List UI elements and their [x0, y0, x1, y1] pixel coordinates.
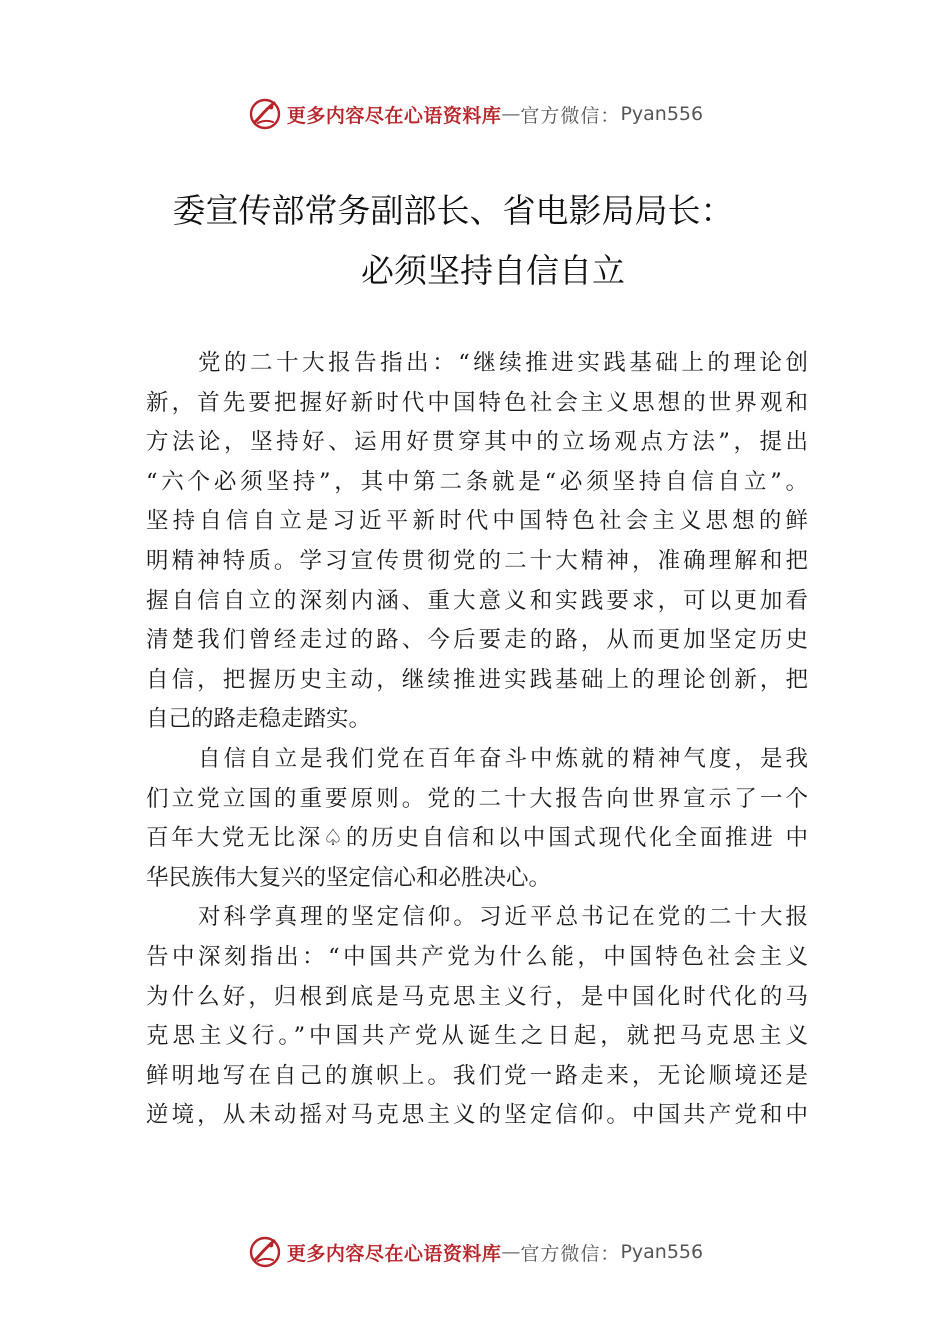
document-title-line1: 委宣传部常务副部长、省电影局局长：	[172, 191, 734, 230]
banner-wechat-label: 官方微信：	[520, 104, 621, 127]
text-line: 握自信自立的深刻内涵、重大意义和实践要求，可以更加看	[146, 587, 808, 614]
text-line: 清楚我们曾经走过的路、今后要走的路，从而更加坚定历史	[146, 627, 808, 654]
banner-text: 更多内容尽在心语资料库	[286, 104, 502, 127]
banner-wechat-label: 官方微信：	[520, 1242, 621, 1265]
banner-text: 更多内容尽在心语资料库	[286, 1242, 502, 1265]
text-line: “六个必须坚持”，其中第二条就是“必须坚持自信自立”。	[146, 468, 808, 495]
text-line: 新，首先要把握好新时代中国特色社会主义思想的世界观和	[146, 389, 808, 416]
paragraph-1	[146, 344, 808, 740]
text-line: 百年大党无比深♤的历史自信和以中国式现代化全面推进 中	[146, 825, 808, 852]
text-line: 为什么好，归根到底是马克思主义行，是中国化时代化的马	[146, 983, 808, 1010]
banner-dash: —	[501, 103, 521, 125]
banner-wechat-id: Pyan556	[620, 103, 704, 125]
text-line: 坚持自信自立是习近平新时代中国特色社会主义思想的鲜	[146, 508, 808, 535]
text-line: 自信，把握历史主动，继续推进实践基础上的理论创新，把	[146, 666, 808, 693]
brush-logo-icon	[247, 1234, 283, 1270]
footer-banner	[0, 1232, 950, 1272]
text-line: 自己的路走稳走踏实。	[146, 706, 372, 733]
banner-wechat-id: Pyan556	[620, 1241, 704, 1263]
text-line: 鲜明地写在自己的旗帜上。我们党一路走来，无论顺境还是	[146, 1062, 808, 1089]
document-title-line2: 必须坚持自信自立	[361, 251, 625, 290]
text-line: 们立党立国的重要原则。党的二十大报告向世界宣示了一个	[146, 785, 808, 812]
brush-logo-icon	[247, 96, 283, 132]
paragraph-3	[146, 898, 808, 1136]
header-banner	[0, 94, 950, 134]
text-line: 告中深刻指出：“中国共产党为什么能，中国特色社会主义	[146, 943, 808, 970]
text-line: 自信自立是我们党在百年奋斗中炼就的精神气度，是我	[198, 745, 808, 772]
text-line: 方法论，坚持好、运用好贯穿其中的立场观点方法”，提出	[146, 429, 808, 456]
text-line: 克思主义行。”中国共产党从诞生之日起，就把马克思主义	[146, 1023, 808, 1050]
text-line: 华民族伟大复兴的坚定信心和必胜决心。	[146, 864, 552, 891]
text-line: 明精神特质。学习宣传贯彻党的二十大精神，准确理解和把	[146, 547, 808, 574]
text-line: 对科学真理的坚定信仰。习近平总书记在党的二十大报	[198, 904, 808, 931]
text-line: 逆境，从未动摇对马克思主义的坚定信仰。中国共产党和中	[146, 1102, 808, 1129]
document-body	[146, 344, 808, 1136]
paragraph-2	[146, 740, 808, 898]
text-line: 党的二十大报告指出：“继续推进实践基础上的理论创	[198, 350, 808, 376]
banner-dash: —	[501, 1241, 521, 1263]
